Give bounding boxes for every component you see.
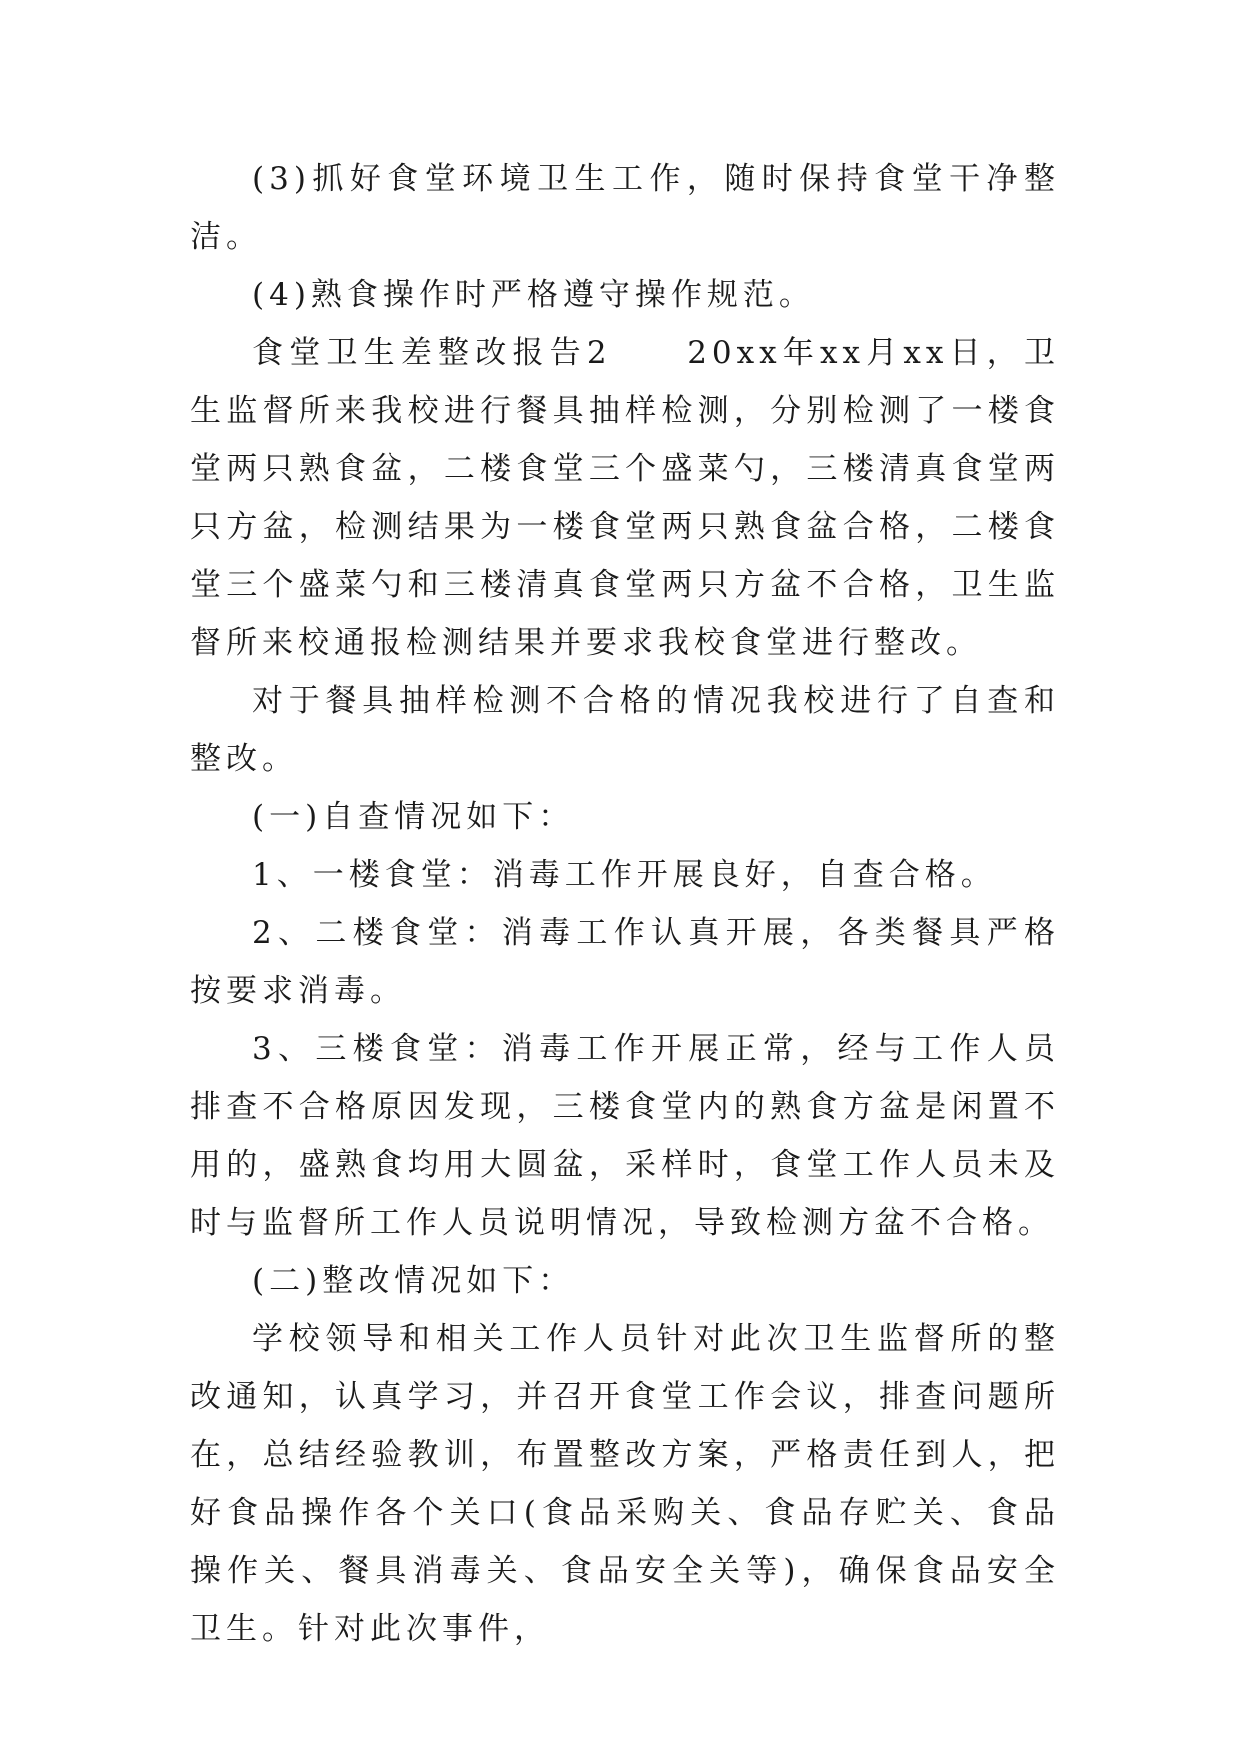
paragraph-second-floor: 2、二楼食堂：消毒工作认真开展，各类餐具严格按要求消毒。 (190, 915, 1060, 1009)
heading-rectification: (二)整改情况如下： (252, 1263, 575, 1299)
paragraph-cooked-food-rules: (4)熟食操作时严格遵守操作规范。 (252, 277, 815, 313)
paragraph-canteen-hygiene: (3)抓好食堂环境卫生工作，随时保持食堂干净整洁。 (190, 161, 1060, 255)
paragraph-report-2-intro: 食堂卫生差整改报告2 20xx年xx月xx日，卫生监督所来我校进行餐具抽样检测，分别检测了一楼食堂两只熟食盆，二楼食堂三个盛菜勺，三楼清真食堂两只方盆，检测结果为一楼食堂两只熟食盆合格，二楼食堂三个盛菜勺和三楼清真食堂两只方盆不合格，卫生监督所来校通报检测结果并要求我校食堂进行整改。 (190, 335, 1060, 661)
paragraph-rectification-details: 学校领导和相关工作人员针对此次卫生监督所的整改通知，认真学习，并召开食堂工作会议，排查问题所在，总结经验教训，布置整改方案，严格责任到人，把好食品操作各个关口(食品采购关、食品存贮关、食品操作关、餐具消毒关、食品安全关等)，确保食品安全卫生。针对此次事件， (190, 1321, 1060, 1647)
paragraph-third-floor: 3、三楼食堂：消毒工作开展正常，经与工作人员排查不合格原因发现，三楼食堂内的熟食方盆是闲置不用的，盛熟食均用大圆盆，采样时，食堂工作人员未及时与监督所工作人员说明情况，导致检测方盆不合格。 (190, 1031, 1060, 1241)
paragraph-first-floor: 1、一楼食堂：消毒工作开展良好，自查合格。 (252, 857, 997, 893)
heading-self-check: (一)自查情况如下： (252, 799, 575, 835)
paragraph-self-check-summary: 对于餐具抽样检测不合格的情况我校进行了自查和整改。 (190, 683, 1060, 777)
document-page (190, 150, 1060, 1658)
